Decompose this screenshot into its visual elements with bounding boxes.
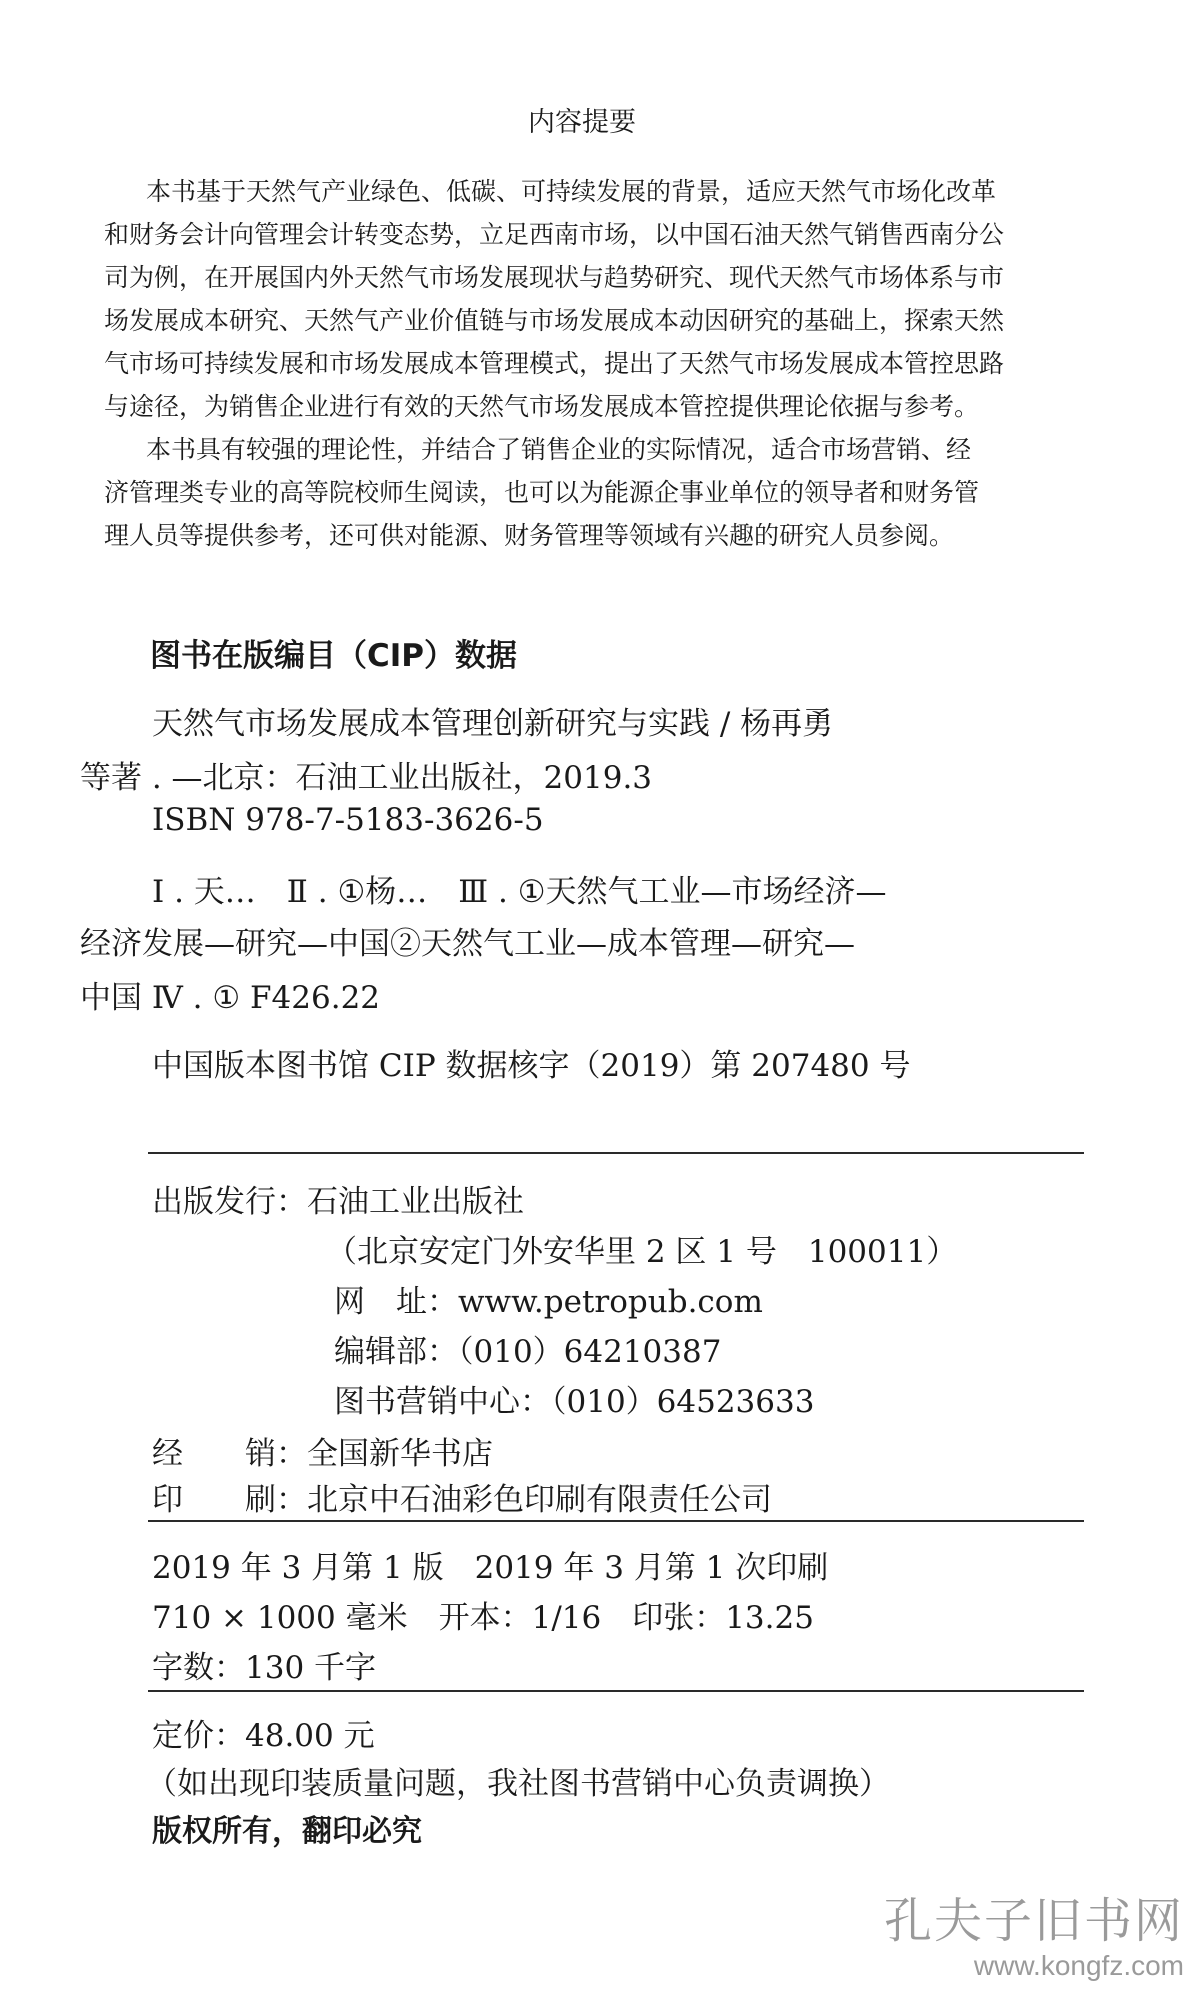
publisher-line: 出版发行：石油工业出版社	[152, 1184, 524, 1220]
cip-title-line: 天然气市场发展成本管理创新研究与实践 / 杨再勇	[152, 706, 834, 742]
summary-heading: 内容提要	[528, 107, 636, 138]
marketing-phone: 图书营销中心：（010）64523633	[334, 1384, 815, 1420]
divider	[148, 1520, 1084, 1522]
publisher-address: （北京安定门外安华里 2 区 1 号 100011）	[326, 1234, 958, 1270]
edition-line: 2019 年 3 月第 1 版 2019 年 3 月第 1 次印刷	[152, 1550, 829, 1586]
quality-note: （如出现印装质量问题，我社图书营销中心负责调换）	[146, 1766, 890, 1802]
summary-line: 和财务会计向管理会计转变态势，立足西南市场，以中国石油天然气销售西南分公	[104, 220, 1005, 249]
summary-line: 司为例，在开展国内外天然气市场发展现状与趋势研究、现代天然气市场体系与市	[104, 263, 1005, 292]
divider	[148, 1690, 1084, 1692]
summary-line: 本书基于天然气产业绿色、低碳、可持续发展的背景，适应天然气市场化改革	[146, 177, 997, 206]
word-count-line: 字数：130 千字	[152, 1650, 377, 1686]
price-line: 定价：48.00 元	[152, 1718, 375, 1754]
cip-classification-line: Ⅰ . 天… Ⅱ . ①杨… Ⅲ . ①天然气工业—市场经济—	[152, 874, 887, 910]
watermark-url: www.kongfz.com	[973, 1950, 1184, 1981]
size-line: 710 × 1000 毫米 开本：1/16 印张：13.25	[152, 1600, 814, 1636]
summary-line: 与途径，为销售企业进行有效的天然气市场发展成本管控提供理论依据与参考。	[104, 392, 980, 421]
divider	[148, 1152, 1084, 1154]
cip-author-line: 等著 . —北京：石油工业出版社，2019.3	[80, 760, 653, 796]
cip-classification-line: 经济发展—研究—中国②天然气工业—成本管理—研究—	[80, 926, 855, 962]
watermark-brand: 孔夫子旧书网	[883, 1893, 1184, 1949]
printer-line: 印 刷：北京中石油彩色印刷有限责任公司	[152, 1482, 772, 1518]
summary-line: 气市场可持续发展和市场发展成本管理模式，提出了天然气市场发展成本管控思路	[104, 349, 1005, 378]
cip-heading: 图书在版编目（CIP）数据	[150, 638, 518, 674]
editorial-phone: 编辑部：（010）64210387	[334, 1334, 722, 1370]
cip-classification-line: 中国 Ⅳ . ① F426.22	[80, 980, 381, 1016]
summary-line: 理人员等提供参考，还可供对能源、财务管理等领域有兴趣的研究人员参阅。	[104, 521, 955, 550]
publisher-website: 网 址：www.petropub.com	[334, 1284, 763, 1320]
distributor-line: 经 销：全国新华书店	[152, 1436, 493, 1472]
copyright-line: 版权所有，翻印必究	[152, 1814, 422, 1849]
summary-line: 场发展成本研究、天然气产业价值链与市场发展成本动因研究的基础上，探索天然	[104, 306, 1005, 335]
cip-isbn: ISBN 978-7-5183-3626-5	[152, 802, 544, 838]
summary-line: 本书具有较强的理论性，并结合了销售企业的实际情况，适合市场营销、经	[146, 435, 972, 464]
cip-verify-number: 中国版本图书馆 CIP 数据核字（2019）第 207480 号	[152, 1048, 911, 1084]
summary-line: 济管理类专业的高等院校师生阅读，也可以为能源企事业单位的领导者和财务管	[104, 478, 980, 507]
